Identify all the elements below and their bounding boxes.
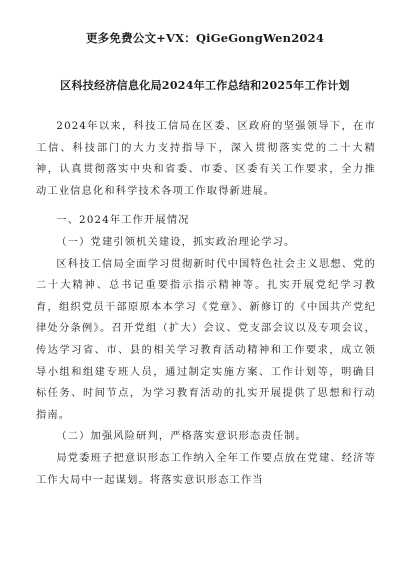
- body-paragraph: 局党委班子把意识形态工作纳入全年工作要点放在党建、经济等工作大局中一起谋划。将落实意识形态工作当: [36, 452, 376, 486]
- document-body: [36, 116, 376, 491]
- body-paragraph: 区科技工信局全面学习贯彻新时代中国特色社会主义思想、党的二十大精神、总书记重要指示指示精神等。扎实开展党纪学习教育，组织党员干部原原本本学习《党章》、新修订的《中国共产党纪律处分条例》。召开党组（扩大）会议、党支部会议以及专项会议，传达学习省、市、县的相关学习教育活动精神和工作要求，成立领导小组和组建专班人员，通过制定实施方案、工作计划等，明确目标任务、时间节点，为学习教育活动的扎实开展提供了思想和行动指南。: [36, 258, 376, 421]
- subsection-heading: （二）加强风险研判，严格落实意识形态责任制。: [56, 431, 307, 443]
- section-heading: 一、2024年工作开展情况: [56, 215, 190, 227]
- document-title: 区科技经济信息化局2024年工作总结和2025年工作计划: [60, 79, 350, 92]
- header-note: 更多免费公文+VX：QiGeGongWen2024: [85, 31, 325, 45]
- intro-paragraph: 2024年以来，科技工信局在区委、区政府的坚强领导下，在市工信、科技部门的大力支持指导下，深入贯彻落实党的二十大精神，认真贯彻落实中央和省委、市委、区委有关工作要求，全力推动工业信息化和科学技术各项工作取得新进展。: [36, 121, 376, 197]
- subsection-heading: （一）党建引领机关建设，抓实政治理论学习。: [56, 236, 296, 248]
